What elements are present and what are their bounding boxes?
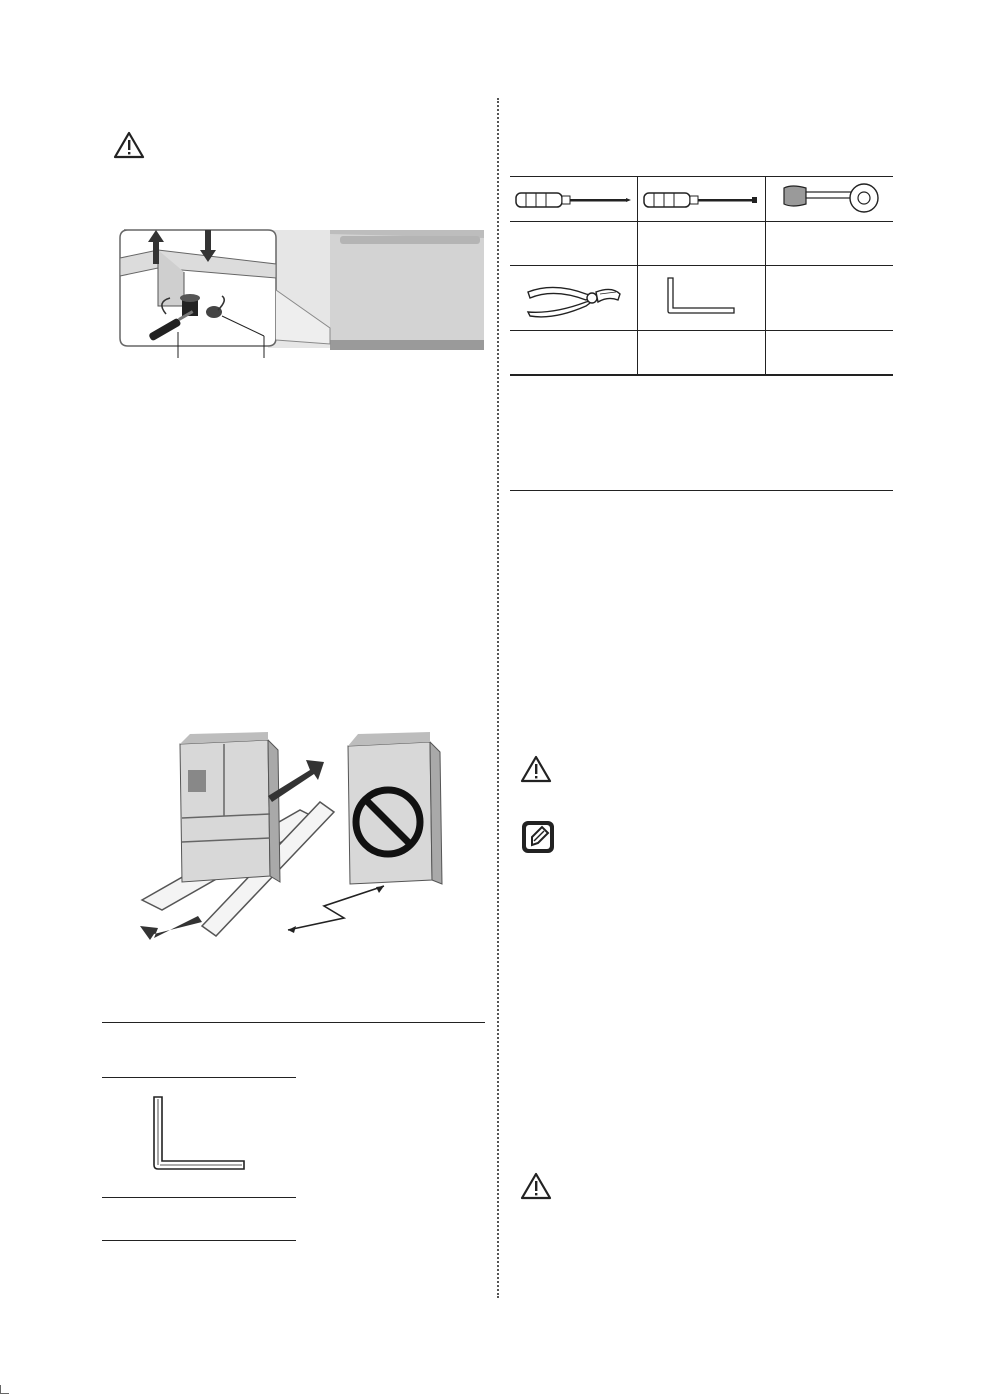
leveling-leg-illustration [118, 228, 488, 358]
socket-wrench-icon [780, 182, 880, 216]
column-divider [497, 98, 499, 1298]
warning-triangle-icon [520, 755, 552, 783]
tools-table-rule [510, 221, 893, 222]
allen-wrench-icon [664, 276, 736, 316]
section-rule [510, 490, 893, 491]
warning-triangle-icon [520, 1172, 552, 1200]
flat-screwdriver-icon [642, 190, 760, 210]
tools-table-rule [510, 374, 893, 376]
pliers-icon [524, 278, 624, 318]
phillips-screwdriver-icon [514, 190, 632, 210]
note-pencil-icon [520, 819, 556, 855]
section-rule [102, 1022, 485, 1023]
table-rule [102, 1240, 296, 1241]
moving-refrigerator-illustration [138, 730, 448, 945]
tools-table-rule [510, 265, 893, 266]
tools-table-col [637, 176, 638, 374]
tools-table-rule [510, 330, 893, 331]
table-rule [102, 1197, 296, 1198]
tools-table-rule [510, 176, 893, 177]
table-rule [102, 1077, 296, 1078]
allen-wrench-illustration [148, 1093, 248, 1173]
tools-table-col [765, 176, 766, 374]
warning-triangle-icon [113, 131, 145, 159]
